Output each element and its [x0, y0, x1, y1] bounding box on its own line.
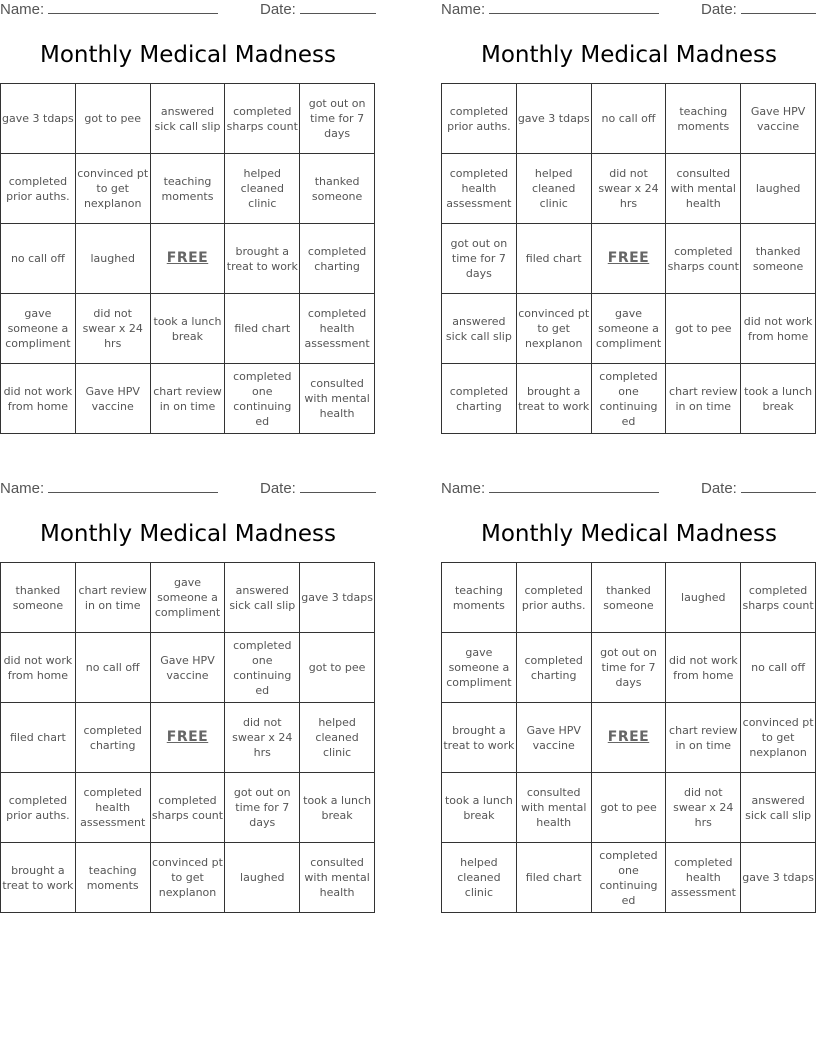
bingo-cell[interactable]: completed sharps count	[225, 84, 300, 154]
date-label: Date:	[260, 480, 296, 497]
bingo-cell[interactable]: Gave HPV vaccine	[76, 364, 151, 434]
bingo-cell[interactable]: took a lunch break	[741, 364, 816, 434]
bingo-cell[interactable]: teaching moments	[442, 563, 517, 633]
name-label: Name:	[0, 1, 45, 18]
bingo-card	[0, 0, 376, 440]
bingo-cell[interactable]: brought a treat to work	[442, 703, 517, 773]
bingo-cell[interactable]: did not work from home	[741, 294, 816, 364]
bingo-cell[interactable]: completed sharps count	[151, 773, 226, 843]
bingo-cell[interactable]: no call off	[76, 633, 151, 703]
date-blank-line[interactable]	[300, 1, 376, 14]
bingo-cell[interactable]: completed one continuing ed	[225, 364, 300, 434]
date-blank-line[interactable]	[300, 480, 376, 493]
bingo-cell[interactable]: filed chart	[225, 294, 300, 364]
bingo-cell[interactable]: completed charting	[517, 633, 592, 703]
bingo-card	[0, 479, 376, 919]
bingo-cell[interactable]: did not swear x 24 hrs	[76, 294, 151, 364]
bingo-cell[interactable]: thanked someone	[592, 563, 667, 633]
date-blank-line[interactable]	[741, 1, 816, 14]
bingo-cell[interactable]: no call off	[592, 84, 667, 154]
free-space-cell[interactable]: FREE	[592, 224, 667, 294]
bingo-cell[interactable]: did not work from home	[666, 633, 741, 703]
bingo-cell[interactable]: laughed	[76, 224, 151, 294]
card-header	[0, 1, 376, 21]
bingo-cell[interactable]: brought a treat to work	[517, 364, 592, 434]
bingo-cell[interactable]: thanked someone	[300, 154, 375, 224]
bingo-cell[interactable]: got to pee	[300, 633, 375, 703]
card-header	[441, 480, 816, 500]
bingo-cell[interactable]: completed health assessment	[666, 843, 741, 913]
date-label: Date:	[701, 480, 737, 497]
bingo-cell[interactable]: got out on time for 7 days	[225, 773, 300, 843]
bingo-cell[interactable]: filed chart	[517, 224, 592, 294]
date-blank-line[interactable]	[741, 480, 816, 493]
card-title: Monthly Medical Madness	[480, 521, 778, 547]
bingo-cell[interactable]: laughed	[225, 843, 300, 913]
name-blank-line[interactable]	[48, 480, 218, 493]
bingo-cell[interactable]: took a lunch break	[300, 773, 375, 843]
bingo-cell[interactable]: completed sharps count	[666, 224, 741, 294]
bingo-cell[interactable]: helped cleaned clinic	[225, 154, 300, 224]
bingo-card	[441, 479, 816, 919]
bingo-cell[interactable]: thanked someone	[1, 563, 76, 633]
bingo-cell[interactable]: gave someone a compliment	[592, 294, 667, 364]
bingo-cell[interactable]: did not swear x 24 hrs	[666, 773, 741, 843]
bingo-cell[interactable]: Gave HPV vaccine	[151, 633, 226, 703]
bingo-cell[interactable]: did not swear x 24 hrs	[225, 703, 300, 773]
bingo-card	[441, 0, 816, 440]
card-title: Monthly Medical Madness	[480, 42, 778, 68]
bingo-cell[interactable]: gave 3 tdaps	[741, 843, 816, 913]
bingo-cell[interactable]: completed health assessment	[300, 294, 375, 364]
bingo-cell[interactable]: thanked someone	[741, 224, 816, 294]
name-field[interactable]	[441, 480, 659, 497]
bingo-cell[interactable]: completed health assessment	[76, 773, 151, 843]
bingo-cell[interactable]: teaching moments	[76, 843, 151, 913]
bingo-grid	[0, 83, 375, 434]
name-field[interactable]	[0, 1, 218, 18]
date-field[interactable]	[701, 480, 816, 497]
bingo-cell[interactable]: completed charting	[300, 224, 375, 294]
bingo-cell[interactable]: did not work from home	[1, 364, 76, 434]
bingo-cell[interactable]: Gave HPV vaccine	[741, 84, 816, 154]
card-header	[0, 480, 376, 500]
bingo-cell[interactable]: completed one continuing ed	[592, 843, 667, 913]
bingo-cell[interactable]: convinced pt to get nexplanon	[151, 843, 226, 913]
name-field[interactable]	[441, 1, 659, 18]
bingo-cell[interactable]: completed health assessment	[442, 154, 517, 224]
bingo-cell[interactable]: teaching moments	[666, 84, 741, 154]
bingo-cell[interactable]: helped cleaned clinic	[517, 154, 592, 224]
bingo-cell[interactable]: got to pee	[666, 294, 741, 364]
bingo-cell[interactable]: laughed	[666, 563, 741, 633]
bingo-cell[interactable]: chart review in on time	[666, 364, 741, 434]
name-label: Name:	[441, 480, 486, 497]
bingo-cell[interactable]: answered sick call slip	[442, 294, 517, 364]
bingo-cell[interactable]: got to pee	[592, 773, 667, 843]
bingo-cell[interactable]: consulted with mental health	[300, 843, 375, 913]
name-blank-line[interactable]	[48, 1, 218, 14]
bingo-cell[interactable]: consulted with mental health	[517, 773, 592, 843]
date-label: Date:	[260, 1, 296, 18]
bingo-cell[interactable]: answered sick call slip	[151, 84, 226, 154]
bingo-cell[interactable]: laughed	[741, 154, 816, 224]
bingo-grid	[441, 562, 816, 913]
free-space-cell[interactable]: FREE	[592, 703, 667, 773]
bingo-cell[interactable]: chart review in on time	[666, 703, 741, 773]
bingo-cell[interactable]: took a lunch break	[442, 773, 517, 843]
date-field[interactable]	[260, 480, 376, 497]
bingo-cell[interactable]: completed charting	[442, 364, 517, 434]
bingo-cell[interactable]: took a lunch break	[151, 294, 226, 364]
bingo-cell[interactable]: no call off	[741, 633, 816, 703]
date-field[interactable]	[260, 1, 376, 18]
name-blank-line[interactable]	[489, 480, 659, 493]
bingo-cell[interactable]: did not swear x 24 hrs	[592, 154, 667, 224]
bingo-cell[interactable]: brought a treat to work	[1, 843, 76, 913]
free-space-cell[interactable]: FREE	[151, 224, 226, 294]
name-blank-line[interactable]	[489, 1, 659, 14]
name-label: Name:	[441, 1, 486, 18]
bingo-cell[interactable]: filed chart	[517, 843, 592, 913]
bingo-cell[interactable]: did not work from home	[1, 633, 76, 703]
bingo-cell[interactable]: teaching moments	[151, 154, 226, 224]
bingo-cell[interactable]: completed one continuing ed	[225, 633, 300, 703]
date-label: Date:	[701, 1, 737, 18]
free-space-cell[interactable]: FREE	[151, 703, 226, 773]
bingo-cell[interactable]: got out on time for 7 days	[300, 84, 375, 154]
bingo-cell[interactable]: helped cleaned clinic	[442, 843, 517, 913]
card-title: Monthly Medical Madness	[39, 521, 337, 547]
bingo-cell[interactable]: gave someone a compliment	[151, 563, 226, 633]
card-header	[441, 1, 816, 21]
bingo-cell[interactable]: got out on time for 7 days	[592, 633, 667, 703]
bingo-cell[interactable]: brought a treat to work	[225, 224, 300, 294]
card-title: Monthly Medical Madness	[39, 42, 337, 68]
bingo-cell[interactable]: completed one continuing ed	[592, 364, 667, 434]
date-field[interactable]	[701, 1, 816, 18]
bingo-cell[interactable]: completed charting	[76, 703, 151, 773]
bingo-cell[interactable]: Gave HPV vaccine	[517, 703, 592, 773]
bingo-cell[interactable]: chart review in on time	[76, 563, 151, 633]
bingo-cell[interactable]: chart review in on time	[151, 364, 226, 434]
bingo-cell[interactable]: completed prior auths.	[1, 154, 76, 224]
bingo-cell[interactable]: completed prior auths.	[442, 84, 517, 154]
bingo-cell[interactable]: consulted with mental health	[666, 154, 741, 224]
bingo-cell[interactable]: no call off	[1, 224, 76, 294]
bingo-cell[interactable]: filed chart	[1, 703, 76, 773]
bingo-cell[interactable]: helped cleaned clinic	[300, 703, 375, 773]
bingo-cell[interactable]: completed prior auths.	[1, 773, 76, 843]
bingo-cell[interactable]: got out on time for 7 days	[442, 224, 517, 294]
bingo-cell[interactable]: convinced pt to get nexplanon	[741, 703, 816, 773]
bingo-cell[interactable]: answered sick call slip	[225, 563, 300, 633]
name-label: Name:	[0, 480, 45, 497]
bingo-cell[interactable]: gave 3 tdaps	[300, 563, 375, 633]
bingo-cell[interactable]: convinced pt to get nexplanon	[517, 294, 592, 364]
bingo-cell[interactable]: gave 3 tdaps	[517, 84, 592, 154]
bingo-cell[interactable]: convinced pt to get nexplanon	[76, 154, 151, 224]
bingo-grid	[0, 562, 375, 913]
bingo-cell[interactable]: gave 3 tdaps	[1, 84, 76, 154]
name-field[interactable]	[0, 480, 218, 497]
bingo-grid	[441, 83, 816, 434]
bingo-cell[interactable]: got to pee	[76, 84, 151, 154]
bingo-cell[interactable]: completed prior auths.	[517, 563, 592, 633]
bingo-cell[interactable]: answered sick call slip	[741, 773, 816, 843]
bingo-cell[interactable]: gave someone a compliment	[442, 633, 517, 703]
bingo-cell[interactable]: completed sharps count	[741, 563, 816, 633]
bingo-cell[interactable]: consulted with mental health	[300, 364, 375, 434]
bingo-cell[interactable]: gave someone a compliment	[1, 294, 76, 364]
